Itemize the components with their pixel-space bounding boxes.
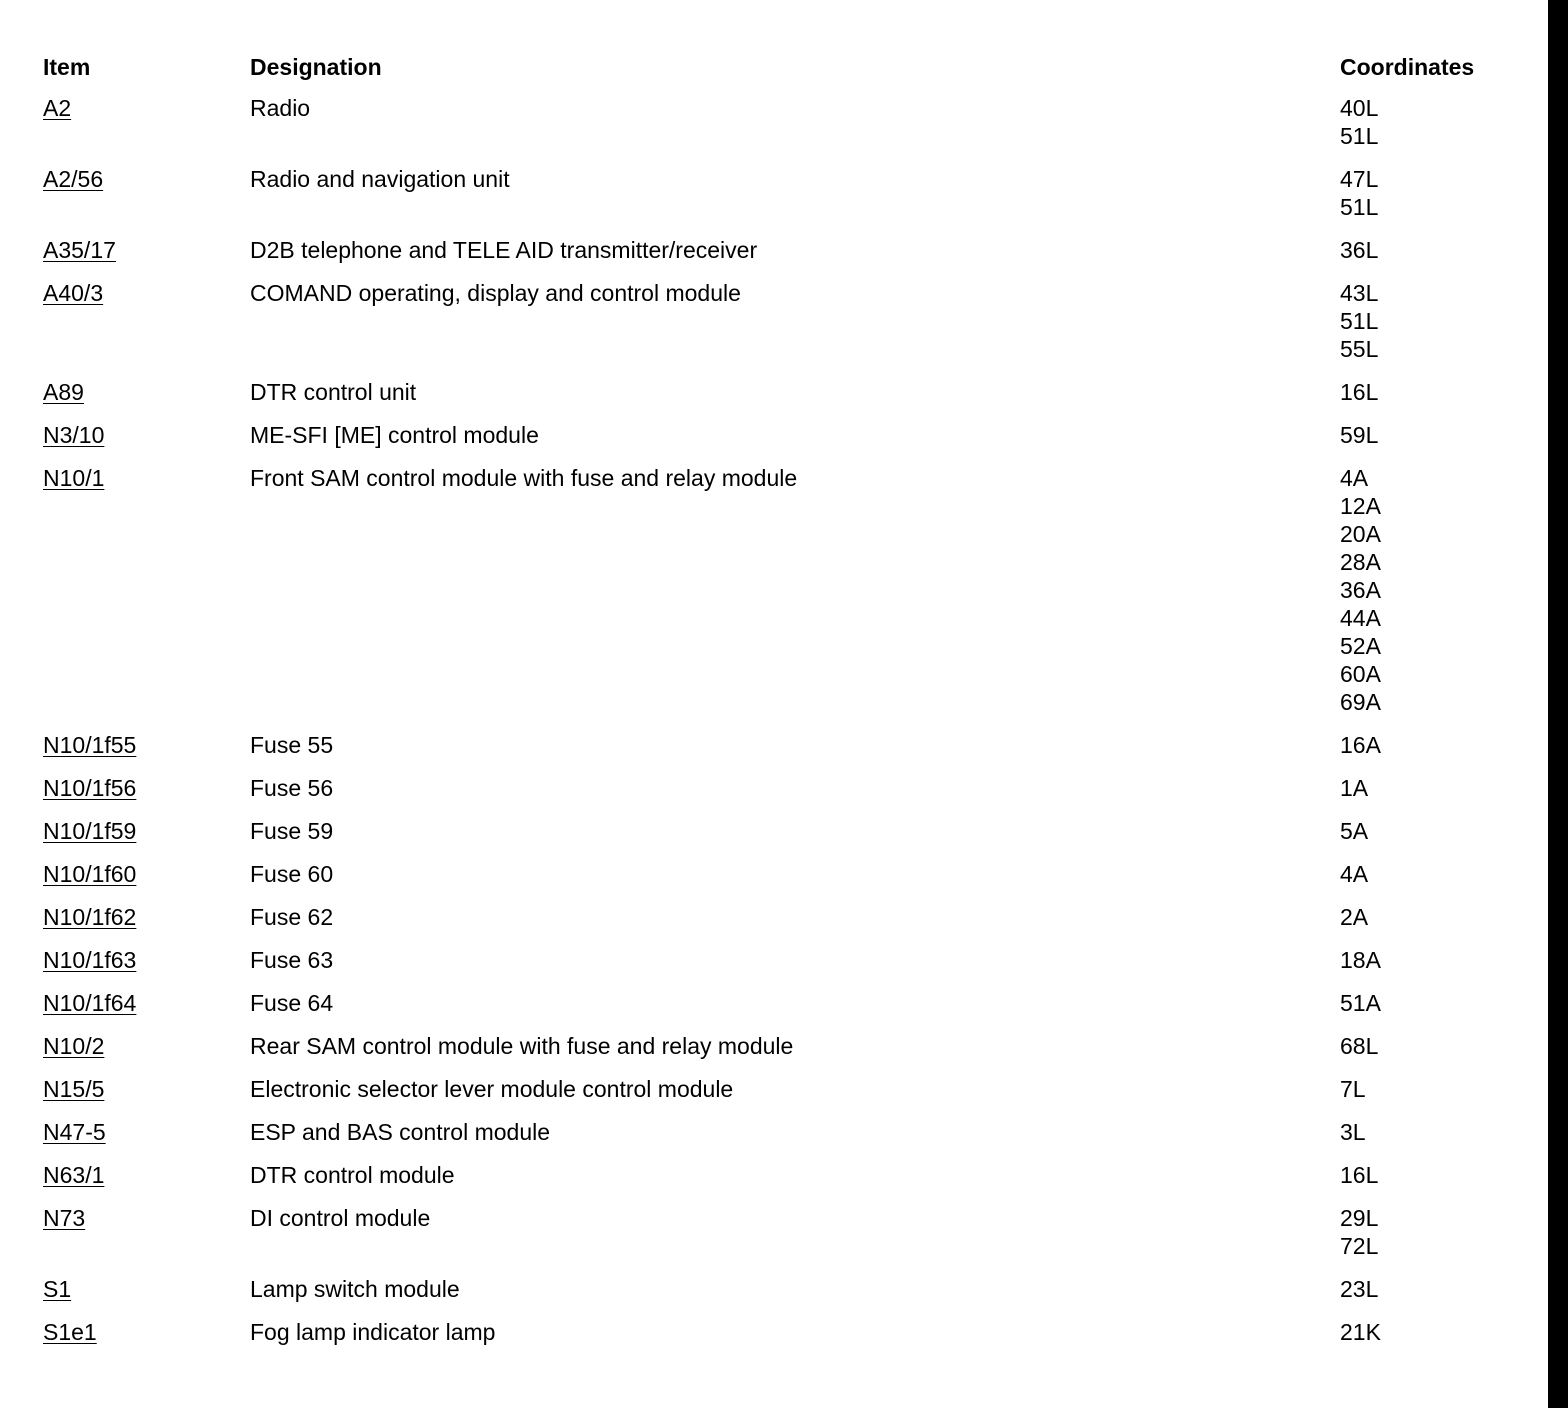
- table-row: [43, 903, 1503, 931]
- coordinates-cell: [1340, 378, 1503, 406]
- item-cell: [43, 1318, 250, 1346]
- coordinate-value: 16L: [1340, 1162, 1379, 1188]
- item-link[interactable]: A40/3: [43, 280, 104, 306]
- designation-cell: ME-SFI [ME] control module: [250, 422, 539, 448]
- table-row: [43, 1032, 1503, 1060]
- coordinates-cell: [1340, 1204, 1503, 1260]
- designation-cell: Fuse 55: [250, 732, 334, 758]
- designation-cell: Electronic selector lever module control module: [250, 1076, 734, 1102]
- designation-cell: Rear SAM control module with fuse and relay module: [250, 1033, 794, 1059]
- coordinates-cell: [1340, 1075, 1503, 1103]
- designation-cell: Fuse 64: [250, 990, 334, 1016]
- coordinate-value: 4A: [1340, 465, 1369, 491]
- table-row: [43, 731, 1503, 759]
- item-link[interactable]: N10/1f63: [43, 947, 137, 973]
- coordinate-value: 20A: [1340, 521, 1381, 547]
- item-link[interactable]: N10/2: [43, 1033, 105, 1059]
- coordinates-cell: [1340, 946, 1503, 974]
- designation-cell: Fuse 63: [250, 947, 334, 973]
- item-cell: [43, 165, 250, 193]
- item-link[interactable]: N10/1f60: [43, 861, 137, 887]
- coordinate-value: 60A: [1340, 661, 1381, 687]
- item-cell: [43, 464, 250, 492]
- coordinate-value: 36A: [1340, 577, 1381, 603]
- item-cell: [43, 421, 250, 449]
- coordinate-value: 12A: [1340, 493, 1381, 519]
- coordinate-value: 2A: [1340, 904, 1369, 930]
- item-cell: [43, 236, 250, 264]
- table-row: [43, 378, 1503, 406]
- coordinate-value: 18A: [1340, 947, 1381, 973]
- page-edge-bar: [1548, 0, 1568, 1408]
- item-link[interactable]: N3/10: [43, 422, 105, 448]
- coordinates-cell: [1340, 1118, 1503, 1146]
- item-link[interactable]: N10/1: [43, 465, 105, 491]
- component-legend-table: [43, 51, 1503, 1361]
- item-link[interactable]: N10/1f56: [43, 775, 137, 801]
- item-cell: [43, 989, 250, 1017]
- coordinate-value: 47L: [1340, 166, 1379, 192]
- coordinates-cell: [1340, 165, 1503, 221]
- coordinate-value: 16A: [1340, 732, 1381, 758]
- item-cell: [43, 378, 250, 406]
- coordinates-cell: [1340, 464, 1503, 716]
- table-row: [43, 946, 1503, 974]
- table-row: [43, 1075, 1503, 1103]
- item-cell: [43, 946, 250, 974]
- coordinate-value: 21K: [1340, 1319, 1381, 1345]
- coordinate-value: 51L: [1340, 194, 1379, 220]
- item-link[interactable]: N10/1f62: [43, 904, 137, 930]
- designation-cell: D2B telephone and TELE AID transmitter/receiver: [250, 237, 758, 263]
- coordinate-value: 59L: [1340, 422, 1379, 448]
- designation-cell: Lamp switch module: [250, 1276, 460, 1302]
- coordinate-value: 4A: [1340, 861, 1369, 887]
- table-row: [43, 1204, 1503, 1260]
- item-cell: [43, 1204, 250, 1232]
- table-row: [43, 1275, 1503, 1303]
- coordinates-cell: [1340, 279, 1503, 363]
- item-link[interactable]: A35/17: [43, 237, 116, 263]
- item-link[interactable]: A2: [43, 95, 72, 121]
- coordinate-value: 40L: [1340, 95, 1379, 121]
- coordinate-value: 51L: [1340, 123, 1379, 149]
- table-row: [43, 236, 1503, 264]
- item-link[interactable]: N10/1f64: [43, 990, 137, 1016]
- coordinate-value: 51L: [1340, 308, 1379, 334]
- item-cell: [43, 279, 250, 307]
- item-link[interactable]: N73: [43, 1205, 86, 1231]
- coordinate-value: 69A: [1340, 689, 1381, 715]
- item-link[interactable]: N47-5: [43, 1119, 106, 1145]
- table-row: [43, 464, 1503, 716]
- item-cell: [43, 1275, 250, 1303]
- table-row: [43, 1118, 1503, 1146]
- table-row: [43, 421, 1503, 449]
- designation-cell: Radio: [250, 95, 311, 121]
- header-designation: Designation: [250, 54, 382, 80]
- designation-cell: DTR control module: [250, 1162, 455, 1188]
- item-link[interactable]: A2/56: [43, 166, 104, 192]
- designation-cell: Fuse 59: [250, 818, 334, 844]
- table-row: [43, 165, 1503, 221]
- coordinates-cell: [1340, 236, 1503, 264]
- item-link[interactable]: S1e1: [43, 1319, 97, 1345]
- designation-cell: ESP and BAS control module: [250, 1119, 551, 1145]
- coordinate-value: 44A: [1340, 605, 1381, 631]
- item-cell: [43, 1075, 250, 1103]
- item-cell: [43, 1032, 250, 1060]
- coordinates-cell: [1340, 817, 1503, 845]
- header-item: Item: [43, 54, 91, 80]
- table-row: [43, 94, 1503, 150]
- coordinate-value: 68L: [1340, 1033, 1379, 1059]
- coordinate-value: 52A: [1340, 633, 1381, 659]
- coordinates-cell: [1340, 1318, 1503, 1346]
- designation-cell: Fuse 60: [250, 861, 334, 887]
- item-cell: [43, 1118, 250, 1146]
- coordinate-value: 23L: [1340, 1276, 1379, 1302]
- coordinates-cell: [1340, 774, 1503, 802]
- designation-cell: DTR control unit: [250, 379, 417, 405]
- coordinate-value: 51A: [1340, 990, 1381, 1016]
- item-link[interactable]: N15/5: [43, 1076, 105, 1102]
- table-body: [43, 94, 1503, 1346]
- table-row: [43, 817, 1503, 845]
- item-cell: [43, 817, 250, 845]
- coordinate-value: 55L: [1340, 336, 1379, 362]
- designation-cell: DI control module: [250, 1205, 431, 1231]
- coordinate-value: 72L: [1340, 1233, 1379, 1259]
- coordinate-value: 1A: [1340, 775, 1369, 801]
- coordinate-value: 36L: [1340, 237, 1379, 263]
- item-cell: [43, 774, 250, 802]
- designation-cell: Fuse 62: [250, 904, 334, 930]
- table-row: [43, 1161, 1503, 1189]
- table-row: [43, 1318, 1503, 1346]
- coordinates-cell: [1340, 989, 1503, 1017]
- item-link[interactable]: N10/1f55: [43, 732, 137, 758]
- coordinate-value: 16L: [1340, 379, 1379, 405]
- coordinate-value: 3L: [1340, 1119, 1366, 1145]
- designation-cell: COMAND operating, display and control module: [250, 280, 741, 306]
- coordinates-cell: [1340, 903, 1503, 931]
- table-row: [43, 989, 1503, 1017]
- item-link[interactable]: N10/1f59: [43, 818, 137, 844]
- coordinates-cell: [1340, 731, 1503, 759]
- designation-cell: Front SAM control module with fuse and relay module: [250, 465, 798, 491]
- item-cell: [43, 860, 250, 888]
- table-row: [43, 774, 1503, 802]
- table-row: [43, 860, 1503, 888]
- item-link[interactable]: A89: [43, 379, 84, 405]
- coordinates-cell: [1340, 1032, 1503, 1060]
- designation-cell: Fuse 56: [250, 775, 334, 801]
- item-cell: [43, 1161, 250, 1189]
- coordinates-cell: [1340, 1275, 1503, 1303]
- coordinates-cell: [1340, 421, 1503, 449]
- table-row: [43, 279, 1503, 363]
- item-cell: [43, 731, 250, 759]
- designation-cell: Fog lamp indicator lamp: [250, 1319, 496, 1345]
- coordinates-cell: [1340, 860, 1503, 888]
- coordinate-value: 5A: [1340, 818, 1369, 844]
- table-header: [43, 51, 1503, 83]
- designation-cell: Radio and navigation unit: [250, 166, 510, 192]
- header-coordinates: Coordinates: [1340, 54, 1475, 80]
- coordinate-value: 7L: [1340, 1076, 1366, 1102]
- item-cell: [43, 903, 250, 931]
- coordinate-value: 43L: [1340, 280, 1379, 306]
- coordinates-cell: [1340, 94, 1503, 150]
- item-link[interactable]: S1: [43, 1276, 72, 1302]
- coordinate-value: 28A: [1340, 549, 1381, 575]
- coordinates-cell: [1340, 1161, 1503, 1189]
- item-cell: [43, 94, 250, 122]
- item-link[interactable]: N63/1: [43, 1162, 105, 1188]
- coordinate-value: 29L: [1340, 1205, 1379, 1231]
